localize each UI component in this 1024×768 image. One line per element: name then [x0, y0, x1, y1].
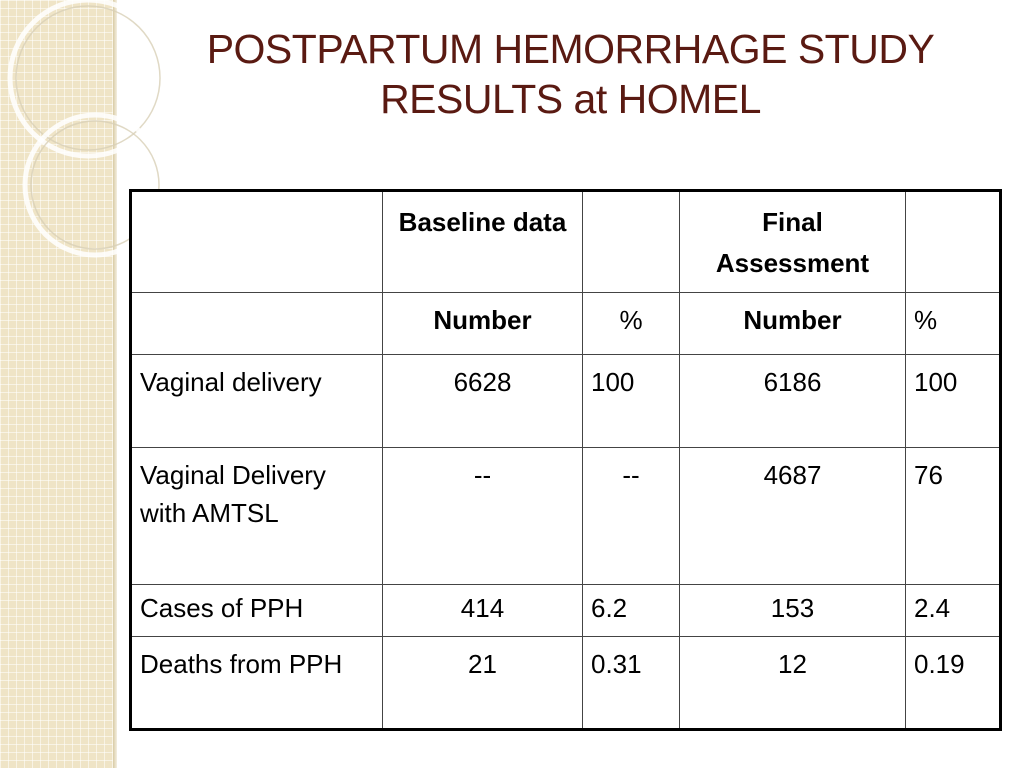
- row-label: Cases of PPH: [131, 585, 383, 637]
- baseline-pct-cell: 0.31: [583, 637, 680, 730]
- page-title: [117, 24, 1024, 124]
- baseline-pct-cell: 6.2: [583, 585, 680, 637]
- table-header-row: [131, 191, 1001, 293]
- final-number-cell: 4687: [680, 448, 906, 585]
- row-label: Vaginal delivery: [131, 355, 383, 448]
- title-line-2: RESULTS at HOMEL: [380, 76, 761, 122]
- final-number-cell: 12: [680, 637, 906, 730]
- header-cell-baseline: Baseline data: [383, 191, 583, 293]
- baseline-pct-cell: 100: [583, 355, 680, 448]
- final-pct-cell: 2.4: [906, 585, 1001, 637]
- table-subheader-row: [131, 293, 1001, 355]
- header-cell-blank-2: [583, 191, 680, 293]
- subheader-final-pct: %: [906, 293, 1001, 355]
- row-label: Vaginal Delivery with AMTSL: [131, 448, 383, 585]
- baseline-number-cell: --: [383, 448, 583, 585]
- header-cell-blank: [131, 191, 383, 293]
- final-pct-cell: 76: [906, 448, 1001, 585]
- results-table: [129, 189, 1002, 731]
- baseline-number-cell: 21: [383, 637, 583, 730]
- baseline-number-cell: 414: [383, 585, 583, 637]
- table-row: [131, 355, 1001, 448]
- subheader-baseline-pct: %: [583, 293, 680, 355]
- subheader-cell-blank: [131, 293, 383, 355]
- header-cell-blank-3: [906, 191, 1001, 293]
- table-row: [131, 637, 1001, 730]
- subheader-baseline-number: Number: [383, 293, 583, 355]
- title-line-1: POSTPARTUM HEMORRHAGE STUDY: [206, 26, 935, 72]
- final-pct-cell: 100: [906, 355, 1001, 448]
- baseline-pct-cell: --: [583, 448, 680, 585]
- row-label: Deaths from PPH: [131, 637, 383, 730]
- final-number-cell: 6186: [680, 355, 906, 448]
- table-row: [131, 448, 1001, 585]
- final-pct-cell: 0.19: [906, 637, 1001, 730]
- subheader-final-number: Number: [680, 293, 906, 355]
- final-number-cell: 153: [680, 585, 906, 637]
- table-row: [131, 585, 1001, 637]
- header-cell-final: Final Assessment: [680, 191, 906, 293]
- baseline-number-cell: 6628: [383, 355, 583, 448]
